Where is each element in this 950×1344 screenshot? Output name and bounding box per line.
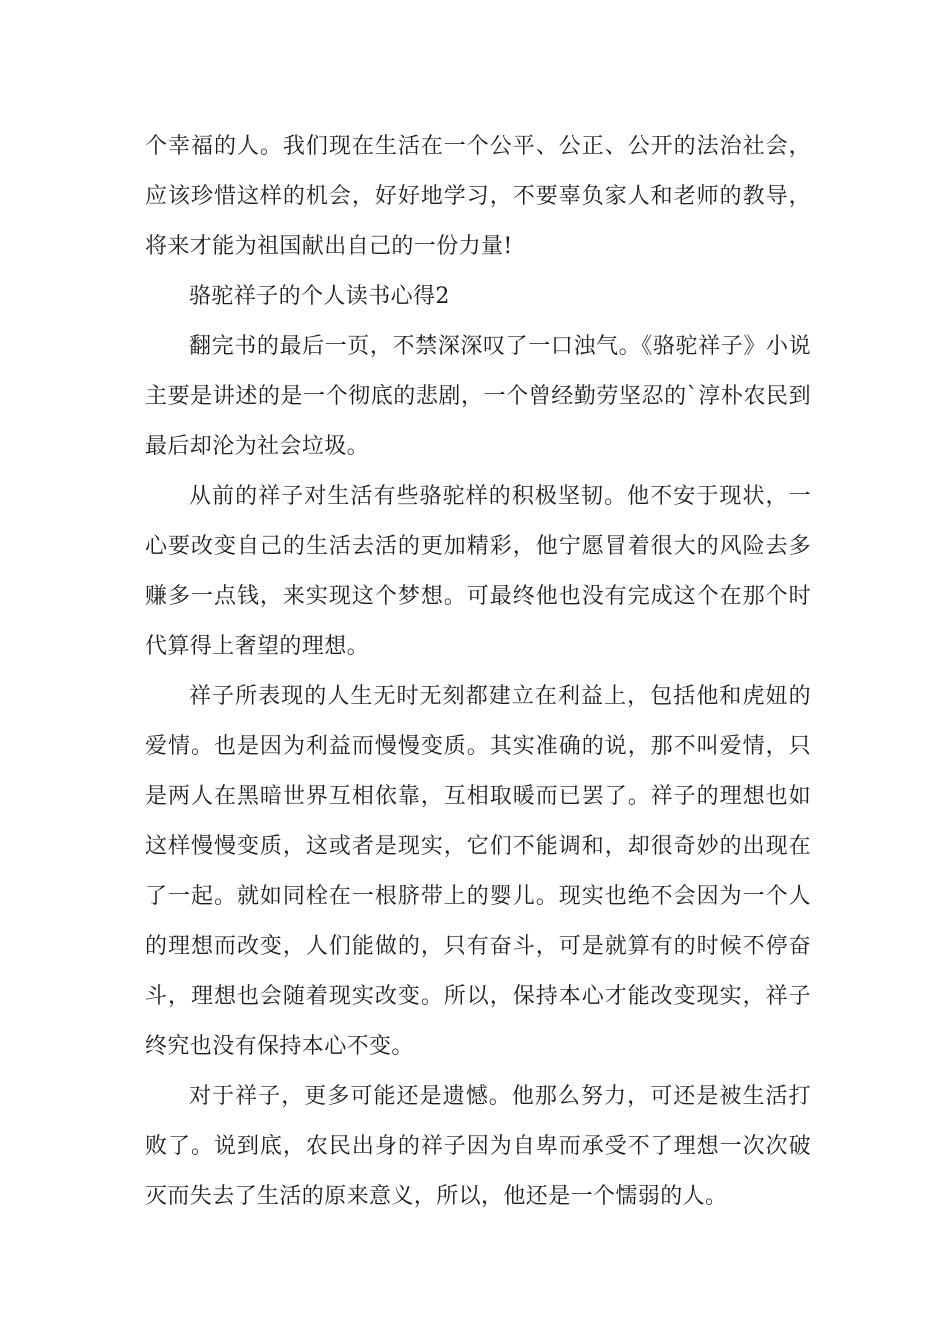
paragraph: 祥子所表现的人生无时无刻都建立在利益上，包括他和虎妞的爱情。也是因为利益而慢慢变质。其实准确的说，那不叫爱情，只是两人在黑暗世界互相依靠，互相取暖而已罢了。祥子的理想也如这样慢慢变质，这或者是现实，它们不能调和，却很奇妙的出现在了一起。就如同栓在一根脐带上的婴儿。现实也绝不会因为一个人的理想而改变，人们能做的，只有奋斗，可是就算有的时候不停奋斗，理想也会随着现实改变。所以，保持本心才能改变现实，祥子终究也没有保持本心不变。 [145, 684, 811, 1059]
paragraph: 从前的祥子对生活有些骆驼样的积极坚韧。他不安于现状，一心要改变自己的生活去活的更加精彩，他宁愿冒着很大的风险去多赚多一点钱，来实现这个梦想。可最终他也没有完成这个在那个时代算得上奢望的理想。 [145, 484, 811, 659]
continued-paragraph: 个幸福的人。我们现在生活在一个公平、公正、公开的法治社会，应该珍惜这样的机会，好好地学习，不要辜负家人和老师的教导，将来才能为祖国献出自己的一份力量! [145, 134, 811, 259]
document-body [145, 122, 811, 1222]
paragraph: 对于祥子，更多可能还是遗憾。他那么努力，可还是被生活打败了。说到底，农民出身的祥子因为自卑而承受不了理想一次次破灭而失去了生活的原来意义，所以，他还是一个懦弱的人。 [145, 1084, 811, 1209]
section-title: 骆驼祥子的个人读书心得2 [189, 284, 450, 309]
paragraph: 翻完书的最后一页，不禁深深叹了一口浊气。《骆驼祥子》小说主要是讲述的是一个彻底的悲剧，一个曾经勤劳坚忍的`淳朴农民到最后却沦为社会垃圾。 [145, 334, 811, 459]
